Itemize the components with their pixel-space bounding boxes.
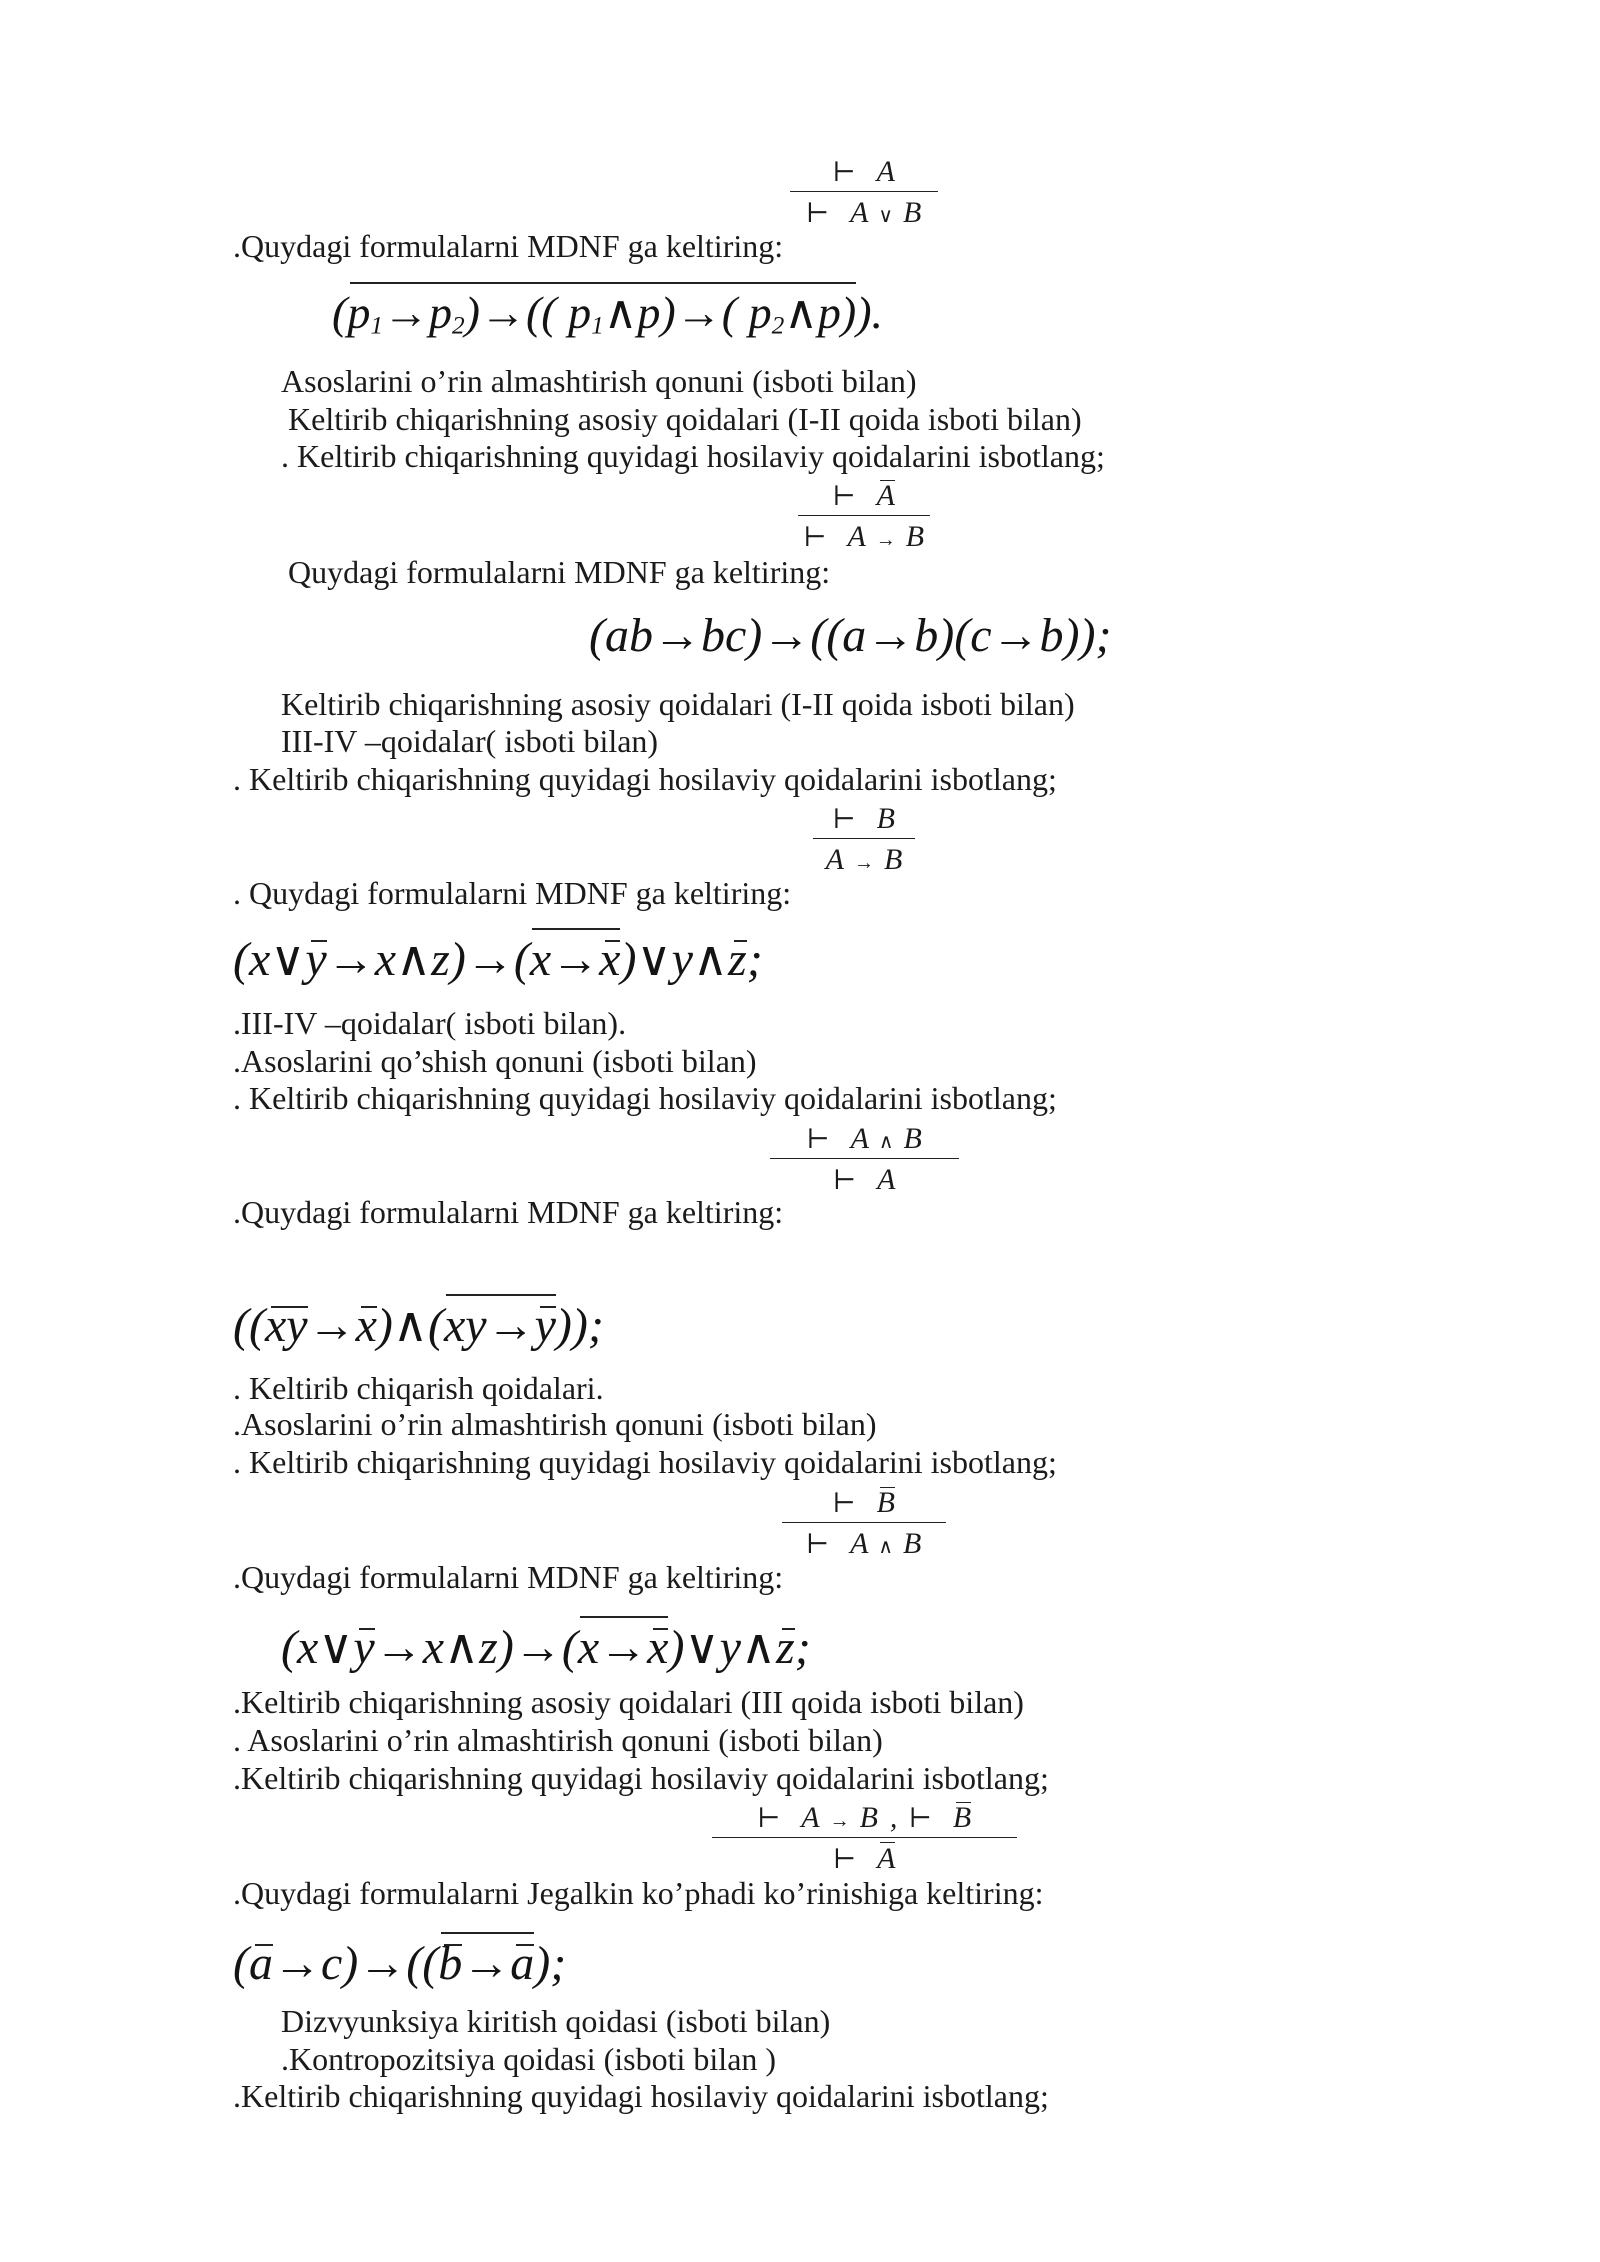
rule-conclusion — [782, 1525, 946, 1563]
question-line: . Keltirib chiqarishning quyidagi hosilaviy qoidalarini isbotlang; — [233, 761, 1057, 797]
rule-symbol: B — [903, 1526, 922, 1560]
formula-text: x→ — [529, 933, 600, 986]
rule-symbol: A — [850, 1526, 869, 1560]
rule-premise — [798, 477, 930, 515]
rule-symbol: ∧ — [878, 1535, 894, 1558]
question-line: . Quydagi formulalarni MDNF ga keltiring: — [233, 875, 792, 911]
rule-symbol: ⊢ — [833, 1164, 857, 1195]
formula-text: (x∨ — [233, 933, 306, 986]
fraction-bar — [782, 1522, 946, 1523]
rule-symbol: ∧ — [878, 1131, 894, 1153]
formula-text: →x∧z)→( — [326, 933, 530, 986]
question-line: . Keltirib chiqarishning quyidagi hosilaviy qoidalarini isbotlang; — [233, 1444, 1057, 1480]
question-line: . Keltirib chiqarish qoidalari. — [233, 1370, 604, 1406]
formula — [233, 1934, 566, 1994]
fraction-bar — [813, 838, 915, 839]
negation-bar — [265, 1299, 308, 1352]
negation-bar — [599, 933, 620, 986]
negation-bar — [953, 1801, 971, 1834]
fraction-bar — [712, 1837, 1017, 1838]
formula-text: B — [876, 1486, 895, 1519]
rule-symbol: A — [850, 1122, 869, 1155]
formula-text: )→(( p — [464, 287, 592, 338]
question-line: .Keltirib chiqarishning asosiy qoidalari (III qoida isboti bilan) — [233, 1684, 1024, 1720]
formula-text: ); — [534, 1937, 567, 1990]
inference-rule — [790, 153, 938, 232]
formula-text: z — [728, 933, 747, 986]
formula-text: xy — [264, 1299, 308, 1352]
formula-text: ; — [746, 933, 763, 986]
negation-bar — [356, 1299, 377, 1352]
rule-symbol: ⊢ — [806, 1124, 830, 1154]
rule-conclusion — [770, 1161, 959, 1199]
question-line: III-IV –qoidalar( isboti bilan) — [281, 723, 659, 759]
rule-conclusion — [790, 194, 938, 232]
formula-text: z — [776, 1621, 795, 1674]
formula-text: → — [307, 1299, 356, 1352]
rule-symbol: B — [905, 519, 925, 553]
negation-overline — [438, 1937, 534, 1990]
formula-text: ∧p)→( p — [603, 287, 772, 338]
rule-symbol: B — [903, 1122, 922, 1155]
formula-text: ; — [794, 1621, 811, 1674]
rule-symbol: ⊢ — [832, 481, 856, 511]
subscript: 1 — [370, 311, 383, 340]
rule-conclusion — [813, 841, 915, 879]
formula-text: y — [353, 1621, 375, 1674]
rule-symbol: ∨ — [878, 204, 894, 227]
rule-symbol: B — [884, 842, 903, 876]
subscript: 1 — [591, 311, 604, 340]
subscript: 2 — [771, 311, 785, 340]
formula-text: y — [305, 933, 327, 986]
formula-text: ( — [332, 287, 348, 338]
formula-text: ∧p) — [784, 287, 857, 338]
formula-text: (x∨ — [281, 1621, 354, 1674]
formula — [332, 283, 883, 343]
rule-conclusion — [798, 518, 930, 556]
formula-text: )); — [555, 1299, 604, 1352]
formula-text: B — [952, 1801, 972, 1834]
question-line: . Asoslarini o’rin almashtirish qonuni (isboti bilan) — [233, 1722, 883, 1758]
formula-text: →c)→(( — [272, 1937, 439, 1990]
rule-premise — [790, 153, 938, 191]
question-line: . Keltirib chiqarishning quyidagi hosilaviy qoidalarini isbotlang; — [233, 1080, 1057, 1116]
rule-symbol: ⊢ — [757, 1803, 781, 1833]
formula-text: a — [248, 1937, 273, 1990]
rule-premise — [770, 1120, 959, 1158]
rule-symbol: ⊢ — [908, 1803, 933, 1833]
rule-symbol: ⊢ — [832, 157, 856, 187]
formula — [233, 1296, 604, 1356]
rule-premise — [813, 800, 915, 838]
formula — [281, 1618, 811, 1678]
inference-rule — [782, 1484, 946, 1563]
formula-text: →p — [382, 287, 452, 338]
negation-overline — [530, 933, 621, 986]
rule-symbol: → — [875, 528, 896, 551]
formula-text: (ab→bc)→((a→b)(c→b)); — [589, 609, 1112, 662]
fraction-bar — [770, 1158, 959, 1159]
inference-rule — [770, 1120, 959, 1199]
question-line: .III-IV –qoidalar( isboti bilan). — [233, 1005, 627, 1041]
rule-symbol: B — [859, 1801, 878, 1834]
inference-rule — [712, 1799, 1017, 1878]
rule-symbol: A — [825, 842, 844, 876]
subscript: 2 — [451, 311, 465, 340]
formula-text: ). — [856, 287, 884, 338]
rule-symbol: ⊢ — [832, 804, 856, 834]
rule-symbol: ⊢ — [833, 1843, 857, 1874]
formula-text: → — [462, 1937, 511, 1990]
formula-text: x — [355, 1299, 377, 1352]
formula — [589, 606, 1111, 666]
negation-bar — [776, 1621, 795, 1674]
negation-bar — [877, 479, 895, 512]
formula-text: )∨y∧ — [668, 1621, 777, 1674]
question-line: Keltirib chiqarishning asosiy qoidalari (I-II qoida isboti bilan) — [281, 686, 1075, 722]
rule-symbol: → — [829, 1810, 850, 1832]
negation-bar — [647, 1621, 668, 1674]
fraction-bar — [790, 191, 938, 192]
rule-symbol: A — [801, 1801, 820, 1834]
formula-text: y — [534, 1299, 556, 1352]
question-line: . Keltirib chiqarishning quyidagi hosilaviy qoidalarini isbotlang; — [281, 438, 1105, 474]
formula-text: A — [876, 479, 895, 512]
rule-symbol: B — [876, 802, 895, 835]
formula-text: xy→ — [444, 1299, 535, 1352]
question-line: .Keltirib chiqarishning quyidagi hosilaviy qoidalarini isbotlang; — [233, 1760, 1049, 1796]
rule-symbol: ⊢ — [832, 1488, 856, 1518]
negation-bar — [438, 1937, 462, 1990]
question-line: Asoslarini o’rin almashtirish qonuni (isboti bilan) — [281, 363, 917, 399]
rule-symbol: → — [854, 851, 874, 874]
question-line: Keltirib chiqarishning asosiy qoidalari (I-II qoida isboti bilan) — [288, 401, 1082, 437]
negation-overline — [347, 287, 856, 338]
formula — [233, 930, 763, 990]
question-line: .Keltirib chiqarishning quyidagi hosilaviy qoidalarini isbotlang; — [233, 2078, 1049, 2114]
formula-text: x→ — [577, 1621, 648, 1674]
question-line: .Quydagi formulalarni MDNF ga keltiring: — [233, 1194, 784, 1230]
formula-text: a — [510, 1937, 535, 1990]
negation-bar — [535, 1299, 556, 1352]
fraction-bar — [798, 515, 930, 516]
rule-conclusion — [712, 1840, 1017, 1878]
question-line: .Kontropozitsiya qoidasi (isboti bilan ) — [281, 2041, 777, 2077]
negation-bar — [510, 1937, 534, 1990]
formula-text: →x∧z)→( — [374, 1621, 578, 1674]
rule-symbol: A — [877, 1162, 896, 1196]
formula-text: )∨y∧ — [620, 933, 729, 986]
question-line: .Quydagi formulalarni MDNF ga keltiring: — [233, 228, 784, 264]
rule-symbol: B — [903, 195, 922, 229]
rule-premise — [712, 1799, 1017, 1837]
question-line: .Asoslarini o’rin almashtirish qonuni (isboti bilan) — [233, 1406, 877, 1442]
formula-text: ( — [233, 1937, 249, 1990]
inference-rule — [798, 477, 930, 556]
rule-symbol: A — [847, 519, 866, 553]
formula-text: A — [877, 1841, 896, 1875]
rule-symbol: ⊢ — [806, 197, 830, 228]
question-line: .Quydagi formulalarni Jegalkin ko’phadi ko’rinishiga keltiring: — [233, 1875, 1044, 1911]
formula-text: (( — [233, 1299, 265, 1352]
rule-symbol: A — [850, 195, 869, 229]
negation-bar — [353, 1621, 374, 1674]
formula-text: )∧( — [376, 1299, 444, 1352]
rule-symbol: A — [876, 155, 895, 188]
question-line: .Asoslarini qo’shish qonuni (isboti bilan) — [233, 1043, 757, 1079]
negation-bar — [728, 933, 747, 986]
rule-symbol: ⊢ — [803, 521, 827, 552]
negation-overline — [578, 1621, 669, 1674]
question-line: Dizvyunksiya kiritish qoidasi (isboti bilan) — [281, 2003, 831, 2039]
formula-text: p — [347, 287, 371, 338]
question-line: Quydagi formulalarni MDNF ga keltiring: — [288, 554, 831, 590]
formula-text: b — [438, 1937, 463, 1990]
rule-premise — [782, 1484, 946, 1522]
negation-overline — [444, 1299, 556, 1352]
negation-bar — [305, 933, 326, 986]
formula-text: x — [647, 1621, 669, 1674]
negation-bar — [249, 1937, 273, 1990]
negation-bar — [877, 1842, 895, 1875]
negation-bar — [877, 1486, 895, 1519]
rule-symbol: , — [889, 1801, 898, 1834]
formula-text: x — [599, 933, 621, 986]
inference-rule — [813, 800, 915, 879]
rule-symbol: ⊢ — [806, 1528, 830, 1559]
question-line: .Quydagi formulalarni MDNF ga keltiring: — [233, 1559, 784, 1595]
